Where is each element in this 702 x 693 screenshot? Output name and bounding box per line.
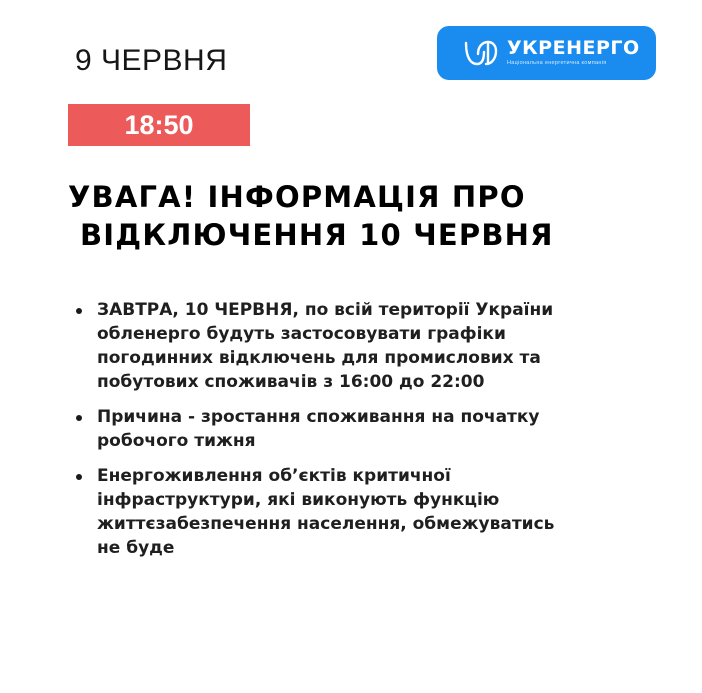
bullet-list — [76, 298, 636, 571]
bullet-text — [97, 298, 636, 394]
bullet-item — [76, 464, 636, 560]
headline-line-2: ВІДКЛЮЧЕННЯ 10 ЧЕРВНЯ — [80, 218, 554, 252]
bullet-line: інфраструктури, які виконують функцію — [97, 490, 500, 510]
time-badge: 18:50 — [68, 104, 250, 146]
bullet-icon — [76, 308, 82, 314]
bullet-text — [97, 405, 636, 453]
logo-name: УКРЕНЕРГО — [507, 37, 640, 60]
logo-subtitle: Національна енергетична компанія — [507, 60, 607, 67]
bullet-item — [76, 405, 636, 453]
bullet-line: життєзабезпечення населення, обмежуватись — [97, 514, 555, 534]
ukrenergo-mark-icon — [463, 38, 499, 68]
bullet-item — [76, 298, 636, 394]
bullet-line: ЗАВТРА, 10 ЧЕРВНЯ, по всій території України — [97, 300, 554, 320]
logo-text — [507, 39, 640, 67]
bullet-line: Причина - зростання споживання на початку — [97, 407, 540, 427]
bullet-line: побутових споживачів з 16:00 до 22:00 — [97, 372, 485, 392]
bullet-icon — [76, 415, 82, 421]
bullet-line: погодинних відключень для промислових та — [97, 348, 541, 368]
bullet-icon — [76, 474, 82, 480]
ukrenergo-logo — [437, 26, 656, 80]
headline — [68, 178, 554, 254]
bullet-line: не буде — [97, 538, 175, 558]
bullet-line: робочого тижня — [97, 431, 256, 451]
announcement-date: 9 ЧЕРВНЯ — [75, 44, 228, 77]
bullet-text — [97, 464, 636, 560]
bullet-line: Енергоживлення об’єктів критичної — [97, 466, 451, 486]
headline-line-1: УВАГА! ІНФОРМАЦІЯ ПРО — [68, 180, 526, 214]
bullet-line: обленерго будуть застосовувати графіки — [97, 324, 506, 344]
